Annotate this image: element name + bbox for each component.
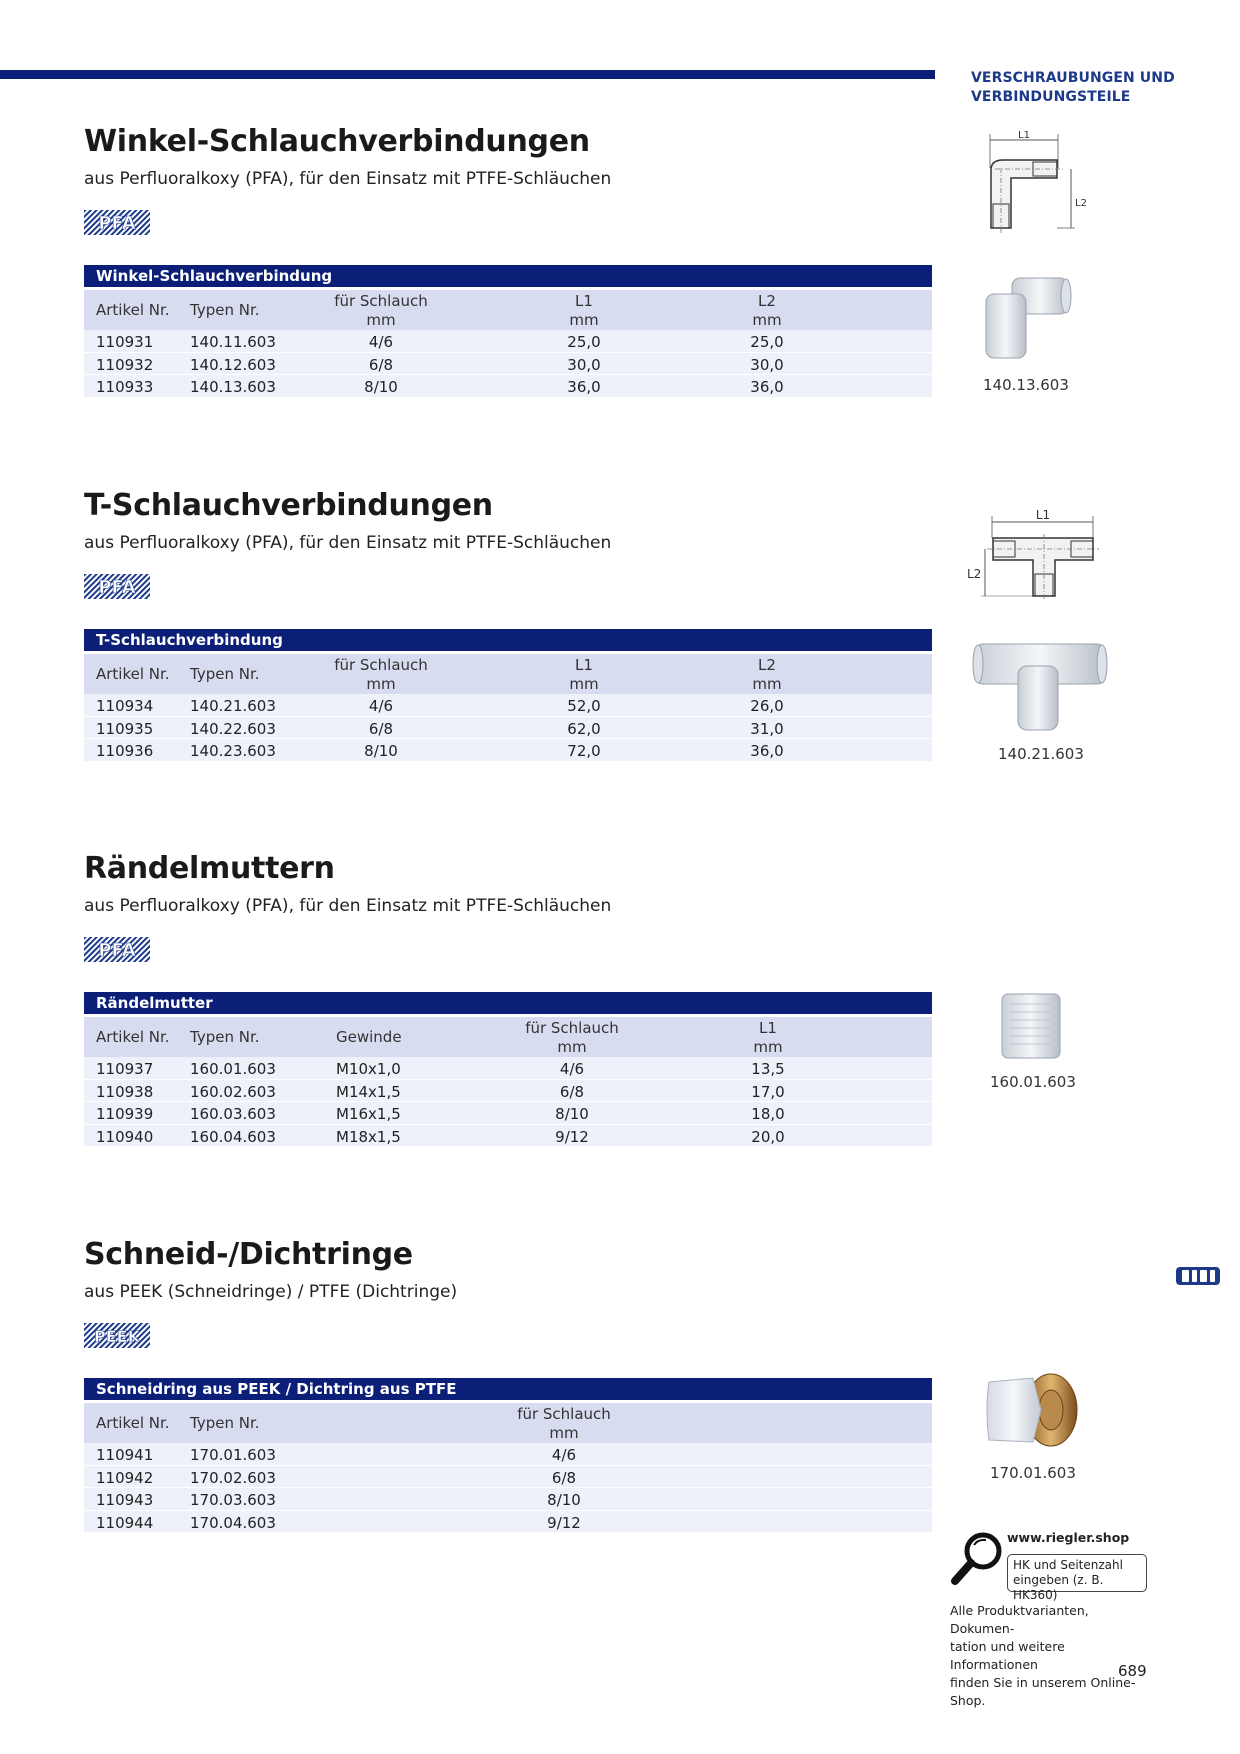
category-heading (971, 69, 1231, 107)
col-typen: Typen Nr. (190, 1028, 260, 1046)
table-column-headers (84, 1403, 932, 1443)
table-title: Winkel-Schlauchverbindung (84, 265, 932, 287)
product-table (84, 992, 932, 1147)
section-schneidringe (84, 1235, 932, 1532)
cell-artikel: 110935 (96, 719, 154, 738)
product-table (84, 1378, 932, 1533)
dim-label-l2: L2 (967, 567, 982, 581)
material-pfa-icon (84, 937, 150, 962)
section-title: T-Schlauchverbindungen (84, 488, 493, 523)
shop-search-hint (1007, 1554, 1147, 1602)
cell-artikel: 110940 (96, 1127, 154, 1146)
cell-typen: 160.04.603 (190, 1127, 276, 1146)
cell-typen: 140.23.603 (190, 742, 276, 760)
product-table (84, 265, 932, 398)
col-artikel: Artikel Nr. (96, 665, 170, 683)
section-subtitle: aus PEEK (Schneidringe) / PTFE (Dichtringe) (84, 1282, 458, 1302)
cell-l2: 30,0 (750, 355, 784, 374)
cell-l1: 36,0 (567, 378, 601, 396)
table-row (84, 1125, 932, 1148)
col-schlauch-unit: mm (557, 1038, 587, 1056)
cell-gewinde: M14x1,5 (336, 1082, 401, 1101)
cell-l1: 72,0 (567, 742, 601, 760)
section-raendelmuttern (84, 849, 932, 1146)
header-bar (0, 70, 935, 79)
category-line-2: VERBINDUNGSTEILE (971, 89, 1131, 105)
section-subtitle: aus Perfluoralkoxy (PFA), für den Einsatz mit PTFE-Schläuchen (84, 169, 612, 189)
svg-text:PEEK: PEEK (94, 1327, 140, 1346)
section-t (84, 486, 932, 760)
col-artikel: Artikel Nr. (96, 1028, 170, 1046)
table-title: Schneidring aus PEEK / Dichtring aus PTFE (84, 1378, 932, 1400)
cell-artikel: 110943 (96, 1491, 154, 1509)
cell-schlauch: 6/8 (559, 1082, 585, 1101)
cell-schlauch: 9/12 (547, 1513, 581, 1532)
col-l2-unit: mm (752, 311, 782, 329)
cell-schlauch: 4/6 (368, 697, 394, 715)
cell-schlauch: 6/8 (368, 355, 394, 374)
elbow-dimension-drawing (975, 128, 1095, 238)
svg-text:PFA: PFA (98, 577, 136, 598)
table-row (84, 330, 932, 353)
col-l2: L2 (758, 292, 776, 310)
col-schlauch-unit: mm (366, 675, 396, 693)
cell-artikel: 110932 (96, 355, 154, 374)
dim-label-l2: L2 (1075, 198, 1087, 209)
fittings-register-icon (1176, 1264, 1220, 1288)
shop-url-link[interactable]: www.riegler.shop (1007, 1530, 1130, 1545)
cell-l1: 25,0 (567, 333, 601, 351)
table-column-headers (84, 290, 932, 330)
cell-typen: 160.01.603 (190, 1060, 276, 1078)
cell-artikel: 110931 (96, 333, 154, 351)
cell-l1: 62,0 (567, 719, 601, 738)
cell-l1: 30,0 (567, 355, 601, 374)
table-row (84, 1488, 932, 1511)
cell-gewinde: M10x1,0 (336, 1060, 401, 1078)
cell-schlauch: 4/6 (559, 1060, 585, 1078)
col-typen: Typen Nr. (190, 665, 260, 683)
product-caption: 170.01.603 (990, 1464, 1076, 1482)
cell-schlauch: 8/10 (555, 1105, 589, 1123)
table-row (84, 739, 932, 762)
cell-typen: 170.01.603 (190, 1446, 276, 1464)
table-row (84, 1080, 932, 1103)
col-gewinde: Gewinde (336, 1028, 402, 1046)
cell-artikel: 110941 (96, 1446, 154, 1464)
col-typen: Typen Nr. (190, 1414, 260, 1432)
material-peek-icon (84, 1323, 150, 1348)
elbow-product-photo (980, 272, 1075, 364)
cell-typen: 160.02.603 (190, 1082, 276, 1101)
cell-typen: 140.22.603 (190, 719, 276, 738)
col-schlauch-unit: mm (549, 1424, 579, 1442)
col-l1-unit: mm (569, 311, 599, 329)
cell-artikel: 110937 (96, 1060, 154, 1078)
section-subtitle: aus Perfluoralkoxy (PFA), für den Einsatz mit PTFE-Schläuchen (84, 533, 612, 553)
cell-schlauch: 4/6 (368, 333, 394, 351)
table-row (84, 1057, 932, 1080)
shop-info-line-1: Alle Produktvarianten, Dokumen- (950, 1603, 1089, 1636)
dim-label-l1: L1 (1035, 508, 1051, 522)
col-l2-unit: mm (752, 675, 782, 693)
cell-l1: 17,0 (751, 1082, 785, 1101)
product-caption: 140.13.603 (983, 376, 1069, 394)
cell-gewinde: M18x1,5 (336, 1127, 401, 1146)
cell-artikel: 110938 (96, 1082, 154, 1101)
table-title: T-Schlauchverbindung (84, 629, 932, 651)
cell-typen: 140.21.603 (190, 697, 276, 715)
cell-l2: 25,0 (750, 333, 784, 351)
section-title: Winkel-Schlauchverbindungen (84, 124, 590, 159)
col-l1: L1 (575, 656, 593, 674)
table-row (84, 1466, 932, 1489)
dim-label-l1: L1 (1018, 130, 1030, 141)
magnifier-icon (950, 1530, 1005, 1588)
cell-schlauch: 9/12 (555, 1127, 589, 1146)
shop-hint-line-2: eingeben (z. B. HK360) (1013, 1573, 1104, 1602)
col-schlauch: für Schlauch (517, 1405, 611, 1423)
table-row (84, 353, 932, 376)
col-l1-unit: mm (569, 675, 599, 693)
cell-artikel: 110934 (96, 697, 154, 715)
shop-info-line-3: finden Sie in unserem Online-Shop. (950, 1675, 1136, 1708)
table-row (84, 1102, 932, 1125)
shop-info-text (950, 1602, 1150, 1710)
cell-schlauch: 4/6 (551, 1446, 577, 1464)
cell-schlauch: 8/10 (364, 742, 398, 760)
cell-schlauch: 8/10 (547, 1491, 581, 1509)
table-row (84, 1511, 932, 1534)
cell-l1: 18,0 (751, 1105, 785, 1123)
table-row (84, 1443, 932, 1466)
product-caption: 140.21.603 (998, 745, 1084, 763)
cell-schlauch: 8/10 (364, 378, 398, 396)
col-l1: L1 (575, 292, 593, 310)
col-schlauch: für Schlauch (334, 656, 428, 674)
cell-l2: 26,0 (750, 697, 784, 715)
table-row (84, 375, 932, 398)
section-title: Rändelmuttern (84, 851, 335, 886)
cell-typen: 170.03.603 (190, 1491, 276, 1509)
cell-l2: 36,0 (750, 378, 784, 396)
table-row (84, 694, 932, 717)
cell-l1: 52,0 (567, 697, 601, 715)
knurled-nut-photo (996, 990, 1066, 1062)
cell-gewinde: M16x1,5 (336, 1105, 401, 1123)
cell-artikel: 110942 (96, 1468, 154, 1487)
col-schlauch-unit: mm (366, 311, 396, 329)
cell-typen: 170.04.603 (190, 1513, 276, 1532)
cell-l2: 36,0 (750, 742, 784, 760)
table-row (84, 717, 932, 740)
col-l1-unit: mm (753, 1038, 783, 1056)
shop-info-line-2: tation und weitere Informationen (950, 1639, 1065, 1672)
cell-artikel: 110944 (96, 1513, 154, 1532)
ring-set-photo (983, 1370, 1083, 1452)
col-l2: L2 (758, 656, 776, 674)
category-line-1: VERSCHRAUBUNGEN UND (971, 70, 1175, 86)
cell-artikel: 110939 (96, 1105, 154, 1123)
material-pfa-icon (84, 210, 150, 235)
section-winkel (84, 122, 932, 396)
page-number: 689 (1118, 1662, 1147, 1680)
col-l1: L1 (759, 1019, 777, 1037)
cell-typen: 140.13.603 (190, 378, 276, 396)
cell-schlauch: 6/8 (368, 719, 394, 738)
section-title: Schneid-/Dichtringe (84, 1237, 413, 1272)
cell-artikel: 110936 (96, 742, 154, 760)
cell-typen: 140.11.603 (190, 333, 276, 351)
col-artikel: Artikel Nr. (96, 301, 170, 319)
cell-typen: 170.02.603 (190, 1468, 276, 1487)
col-artikel: Artikel Nr. (96, 1414, 170, 1432)
table-title: Rändelmutter (84, 992, 932, 1014)
svg-text:PFA: PFA (98, 940, 136, 961)
table-column-headers (84, 1017, 932, 1057)
svg-text:PFA: PFA (98, 213, 136, 234)
material-pfa-icon (84, 574, 150, 599)
col-typen: Typen Nr. (190, 301, 260, 319)
col-schlauch: für Schlauch (334, 292, 428, 310)
cell-l2: 31,0 (750, 719, 784, 738)
product-table (84, 629, 932, 762)
tee-dimension-drawing (965, 508, 1100, 600)
product-caption: 160.01.603 (990, 1073, 1076, 1091)
cell-schlauch: 6/8 (551, 1468, 577, 1487)
cell-l1: 20,0 (751, 1127, 785, 1146)
tee-product-photo (968, 638, 1113, 736)
cell-l1: 13,5 (751, 1060, 785, 1078)
table-column-headers (84, 654, 932, 694)
col-schlauch: für Schlauch (525, 1019, 619, 1037)
section-subtitle: aus Perfluoralkoxy (PFA), für den Einsatz mit PTFE-Schläuchen (84, 896, 612, 916)
cell-typen: 160.03.603 (190, 1105, 276, 1123)
cell-artikel: 110933 (96, 378, 154, 396)
cell-typen: 140.12.603 (190, 355, 276, 374)
shop-hint-line-1: HK und Seitenzahl (1013, 1558, 1123, 1572)
